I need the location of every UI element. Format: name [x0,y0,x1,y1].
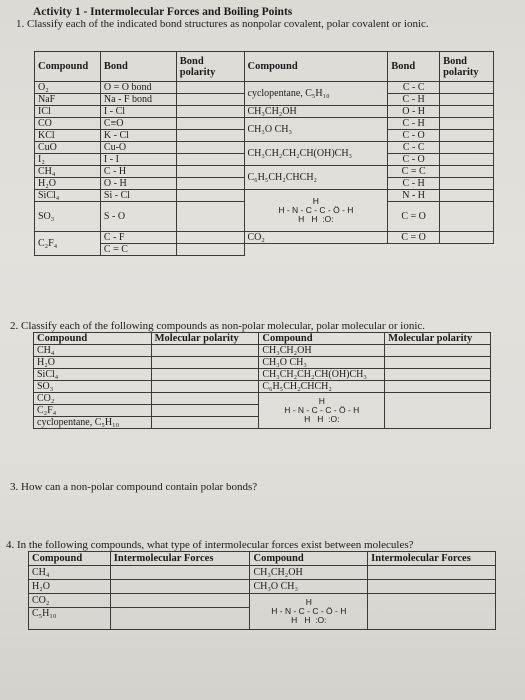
compound-cell: CH₄ [34,345,152,357]
polarity-answer-cell[interactable] [176,166,244,178]
forces-answer-cell[interactable] [368,566,496,580]
header-compound: Compound [34,333,152,345]
polarity-answer-cell[interactable] [440,154,494,166]
compound-cell: CH₄ [29,566,111,580]
compound-cell: H₂O [34,357,152,369]
header-bond: Bond [100,52,176,82]
compound-cell: CO [35,118,101,130]
compound-cell: CH₃O CH₃ [250,580,368,594]
bond-cell: N - H [388,190,440,202]
bond-cell: S - O [100,202,176,232]
bond-cell: C - O [388,130,440,142]
polarity-answer-cell[interactable] [385,369,491,381]
bond-cell: I - I [100,154,176,166]
polarity-answer-cell[interactable] [151,393,259,405]
compound-cell: C₂F₄ [34,405,152,417]
bond-cell: C - H [388,178,440,190]
bond-cell: C - F [100,232,176,244]
header-bond-2: Bond [388,52,440,82]
bond-cell: Cu-O [100,142,176,154]
lewis-line: H H :O: [304,414,340,424]
header-compound: Compound [35,52,101,82]
compound-cell: SiCl₄ [35,190,101,202]
empty-cell [244,244,388,256]
question-4-prompt: 4. In the following compounds, what type of intermolecular forces exist between molecules? [6,539,414,551]
lewis-structure-cell [244,190,388,232]
bond-cell: Si - Cl [100,190,176,202]
polarity-answer-cell[interactable] [151,369,259,381]
polarity-answer-cell[interactable] [440,142,494,154]
polarity-answer-cell[interactable] [385,381,491,393]
bond-cell: Na - F bond [100,94,176,106]
lewis-line: H [312,196,319,206]
compound-cell: SO₃ [34,381,152,393]
bond-cell: C - H [388,118,440,130]
polarity-answer-cell[interactable] [151,357,259,369]
polarity-answer-cell[interactable] [176,130,244,142]
polarity-answer-cell[interactable] [440,202,494,232]
forces-answer-cell[interactable] [110,580,250,594]
bond-cell: O - H [388,106,440,118]
compound-cell: cyclopentane, C₅H₁₀ [34,417,152,429]
question-1-prompt: 1. Classify each of the indicated bond structures as nonpolar covalent, polar covalent or ionic. [16,18,429,30]
polarity-answer-cell[interactable] [176,202,244,232]
bond-cell: C - O [388,154,440,166]
question-2-prompt: 2. Classify each of the following compounds as non-polar molecular, polar molecular or ionic. [10,320,426,332]
polarity-answer-cell[interactable] [176,82,244,94]
polarity-answer-cell[interactable] [176,190,244,202]
bond-cell: C≡O [100,118,176,130]
bond-cell: C = O [388,232,440,244]
polarity-answer-cell[interactable] [385,357,491,369]
compound-cell: C₆H₅CH₂CHCH₂ [244,166,388,190]
compound-cell: CH₃O CH₃ [259,357,385,369]
empty-cell [388,244,440,256]
polarity-answer-cell[interactable] [440,94,494,106]
polarity-answer-cell[interactable] [385,393,491,429]
polarity-answer-cell[interactable] [440,232,494,244]
lewis-line: H [318,396,325,406]
polarity-answer-cell[interactable] [151,405,259,417]
lewis-line: H H :O: [291,615,327,625]
header-compound: Compound [29,552,111,566]
header-compound-2: Compound [250,552,368,566]
lewis-line: H H :O: [298,214,334,224]
bond-cell: C - H [100,166,176,178]
polarity-answer-cell[interactable] [440,106,494,118]
bond-cell: O = O bond [100,82,176,94]
question-3-prompt: 3. How can a non-polar compound contain polar bonds? [10,481,258,493]
lewis-line: H [305,597,312,607]
bond-cell: C - H [388,94,440,106]
polarity-answer-cell[interactable] [176,142,244,154]
compound-cell: CH₃CH₂CH₂CH(OH)CH₃ [244,142,388,166]
forces-answer-cell[interactable] [110,566,250,580]
molecular-polarity-table [33,332,491,429]
polarity-answer-cell[interactable] [440,190,494,202]
compound-cell: cyclopentane, C₅H₁₀ [244,82,388,106]
compound-cell: C₅H₁₀ [29,608,111,630]
compound-cell: CH₃CH₂CH₂CH(OH)CH₃ [259,369,385,381]
bond-classification-table [34,51,494,256]
header-intermolecular-forces: Intermolecular Forces [110,552,250,566]
polarity-answer-cell[interactable] [151,345,259,357]
header-bond-polarity-2: Bond polarity [440,52,494,82]
compound-cell: C₆H₅CH₂CHCH₂ [259,381,385,393]
bond-cell: C = C [388,166,440,178]
compound-cell: CO₂ [34,393,152,405]
compound-cell: CuO [35,142,101,154]
lewis-line: H - N - C - C - Ö - H [284,405,360,415]
polarity-answer-cell[interactable] [176,244,244,256]
header-compound-2: Compound [244,52,388,82]
header-compound-2: Compound [259,333,385,345]
header-molecular-polarity: Molecular polarity [151,333,259,345]
polarity-answer-cell[interactable] [440,118,494,130]
compound-cell: CH₃CH₂OH [259,345,385,357]
compound-cell: ICl [35,106,101,118]
bond-cell: C = C [100,244,176,256]
compound-cell: CO₂ [29,594,111,608]
polarity-answer-cell[interactable] [385,345,491,357]
polarity-answer-cell[interactable] [440,82,494,94]
forces-answer-cell[interactable] [110,594,250,608]
bond-cell: I - Cl [100,106,176,118]
compound-cell: SiCl₄ [34,369,152,381]
polarity-answer-cell[interactable] [440,130,494,142]
polarity-answer-cell[interactable] [151,381,259,393]
polarity-answer-cell[interactable] [440,178,494,190]
compound-cell: NaF [35,94,101,106]
compound-cell: KCl [35,130,101,142]
compound-cell: CH₃O CH₃ [244,118,388,142]
compound-cell: H₂O [35,178,101,190]
compound-cell: CO₂ [244,232,388,244]
forces-answer-cell[interactable] [110,608,250,630]
polarity-answer-cell[interactable] [176,154,244,166]
polarity-answer-cell[interactable] [176,178,244,190]
polarity-answer-cell[interactable] [176,118,244,130]
polarity-answer-cell[interactable] [440,166,494,178]
bond-cell: O - H [100,178,176,190]
compound-cell: C₂F₄ [35,232,101,256]
polarity-answer-cell[interactable] [176,232,244,244]
compound-cell: SO₃ [35,202,101,232]
compound-cell: O₂ [35,82,101,94]
header-intermolecular-forces-2: Intermolecular Forces [368,552,496,566]
forces-answer-cell[interactable] [368,594,496,630]
question-3-answer-area[interactable] [30,497,500,527]
lewis-line: H - N - C - C - Ö - H [271,606,347,616]
bond-cell: C = O [388,202,440,232]
lewis-line: H - N - C - C - Ö - H [278,205,354,215]
lewis-structure-cell [259,393,385,429]
polarity-answer-cell[interactable] [176,94,244,106]
polarity-answer-cell[interactable] [176,106,244,118]
compound-cell: CH₃CH₂OH [250,566,368,580]
polarity-answer-cell[interactable] [151,417,259,429]
compound-cell: I₂ [35,154,101,166]
compound-cell: CH₄ [35,166,101,178]
intermolecular-forces-table [28,551,496,630]
compound-cell: CH₃CH₂OH [244,106,388,118]
bond-cell: C - C [388,82,440,94]
forces-answer-cell[interactable] [368,580,496,594]
empty-cell [440,244,494,256]
lewis-structure-cell [250,594,368,630]
worksheet-title: Activity 1 - Intermolecular Forces and Boiling Points [33,6,293,18]
compound-cell: H₂O [29,580,111,594]
header-molecular-polarity-2: Molecular polarity [385,333,491,345]
bond-cell: C - C [388,142,440,154]
header-bond-polarity: Bond polarity [176,52,244,82]
bond-cell: K - Cl [100,130,176,142]
